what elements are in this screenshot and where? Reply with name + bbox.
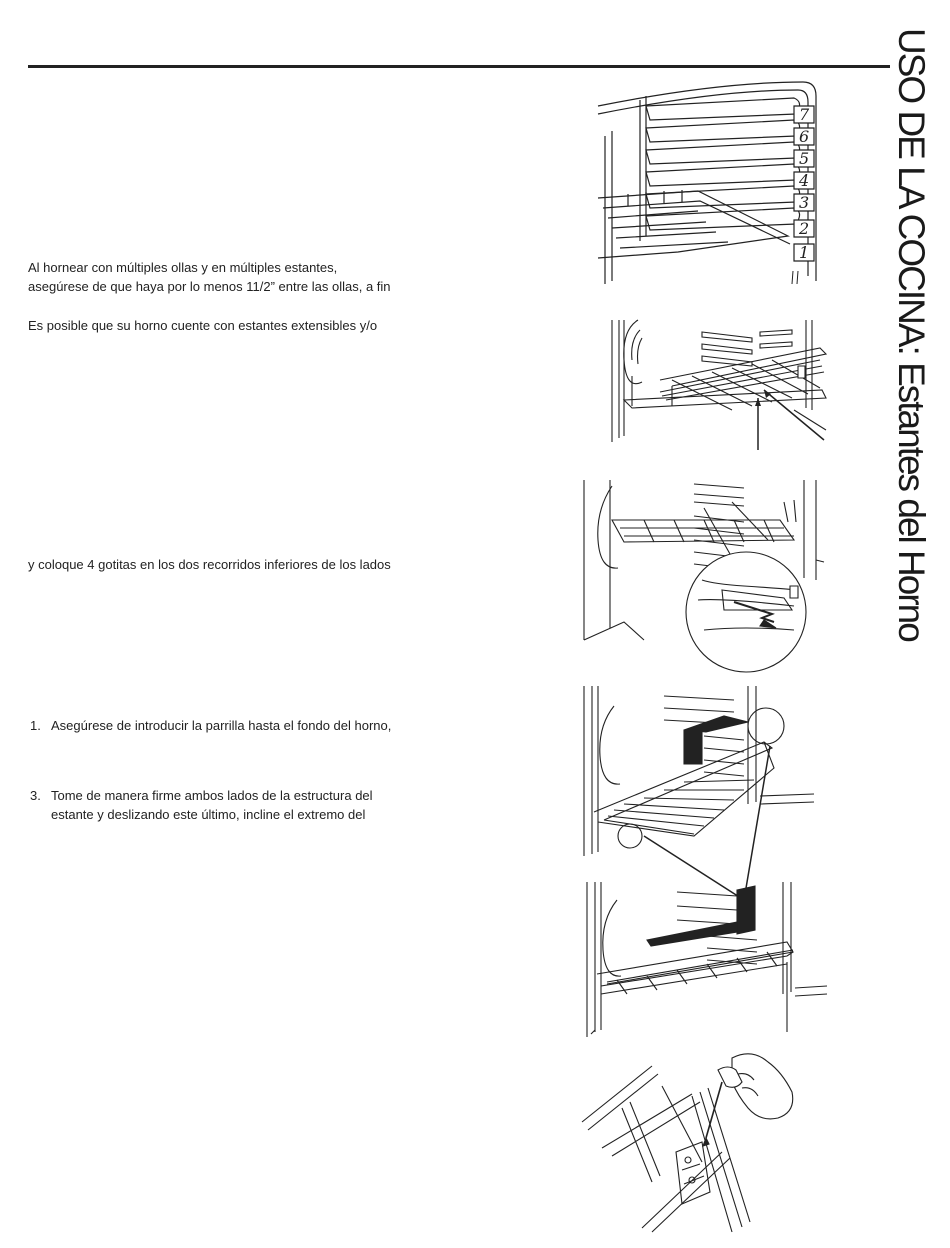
step-number: 1.	[30, 718, 41, 733]
highlight-circle	[618, 824, 642, 848]
tilt-rack-illustration	[587, 882, 827, 1037]
paragraph-multiple-pans	[28, 259, 391, 296]
text-line: asegúrese de que haya por lo menos 11/2” entre las ollas, a fin	[28, 278, 391, 294]
lubricate-rack-illustration	[584, 480, 824, 645]
rack-positions-illustration	[598, 76, 824, 288]
text-line: estante y deslizando este último, incline el extremo del	[51, 806, 366, 822]
text-line: Tome de manera firme ambos lados de la estructura del	[51, 788, 373, 803]
slide-bracket-icon	[676, 1142, 710, 1204]
rack-guides-icon	[702, 330, 792, 366]
rack-label: 4	[799, 171, 810, 190]
rack-guides-icon	[664, 696, 744, 776]
step-1	[30, 717, 391, 736]
text-line: y coloque 4 gotitas en los dos recorridos inferiores de los lados	[28, 557, 391, 572]
hand-icon	[732, 1054, 793, 1119]
tilt-arrow-icon	[737, 886, 755, 934]
rack-label: 6	[799, 127, 810, 146]
rack-label: 7	[799, 105, 810, 124]
rack-label: 1	[799, 243, 810, 262]
text-line: Al hornear con múltiples ollas y en múltiples estantes,	[28, 260, 338, 275]
step-3	[30, 787, 373, 824]
rack-guides-icon	[640, 96, 800, 241]
rack-label: 2	[799, 219, 810, 238]
extension-rack-illustration	[612, 320, 826, 450]
remove-rack-illustration	[584, 686, 814, 858]
extension-rack-icon	[624, 348, 826, 410]
header-rule	[28, 65, 890, 68]
slide-arrow-icon	[647, 922, 737, 946]
paragraph-extension-racks	[28, 317, 377, 336]
rack-number-labels	[794, 105, 814, 262]
highlight-circle	[748, 708, 784, 744]
rack-label: 5	[799, 149, 810, 168]
lift-arrow-icon	[684, 730, 702, 764]
section-title: USO DE LA COCINA: Estantes del Horno	[891, 28, 932, 641]
text-line: Asegúrese de introducir la parrilla hasta el fondo del horno,	[51, 718, 392, 733]
oven-rack-icon	[597, 942, 793, 994]
paragraph-lubricate	[28, 556, 391, 575]
oven-wall-outline	[598, 82, 816, 281]
text-line: Es posible que su horno cuente con estantes extensibles y/o	[28, 318, 378, 333]
screwdriver-illustration	[582, 1052, 822, 1232]
rack-frame-icon	[582, 1066, 750, 1232]
step-number: 3.	[30, 788, 41, 803]
rack-label: 3	[799, 193, 810, 212]
zoom-circle	[686, 552, 806, 672]
oven-rack-icon	[612, 500, 796, 542]
callout-line	[764, 390, 824, 440]
callout-line	[644, 746, 770, 900]
oven-rack-icon	[598, 190, 790, 258]
